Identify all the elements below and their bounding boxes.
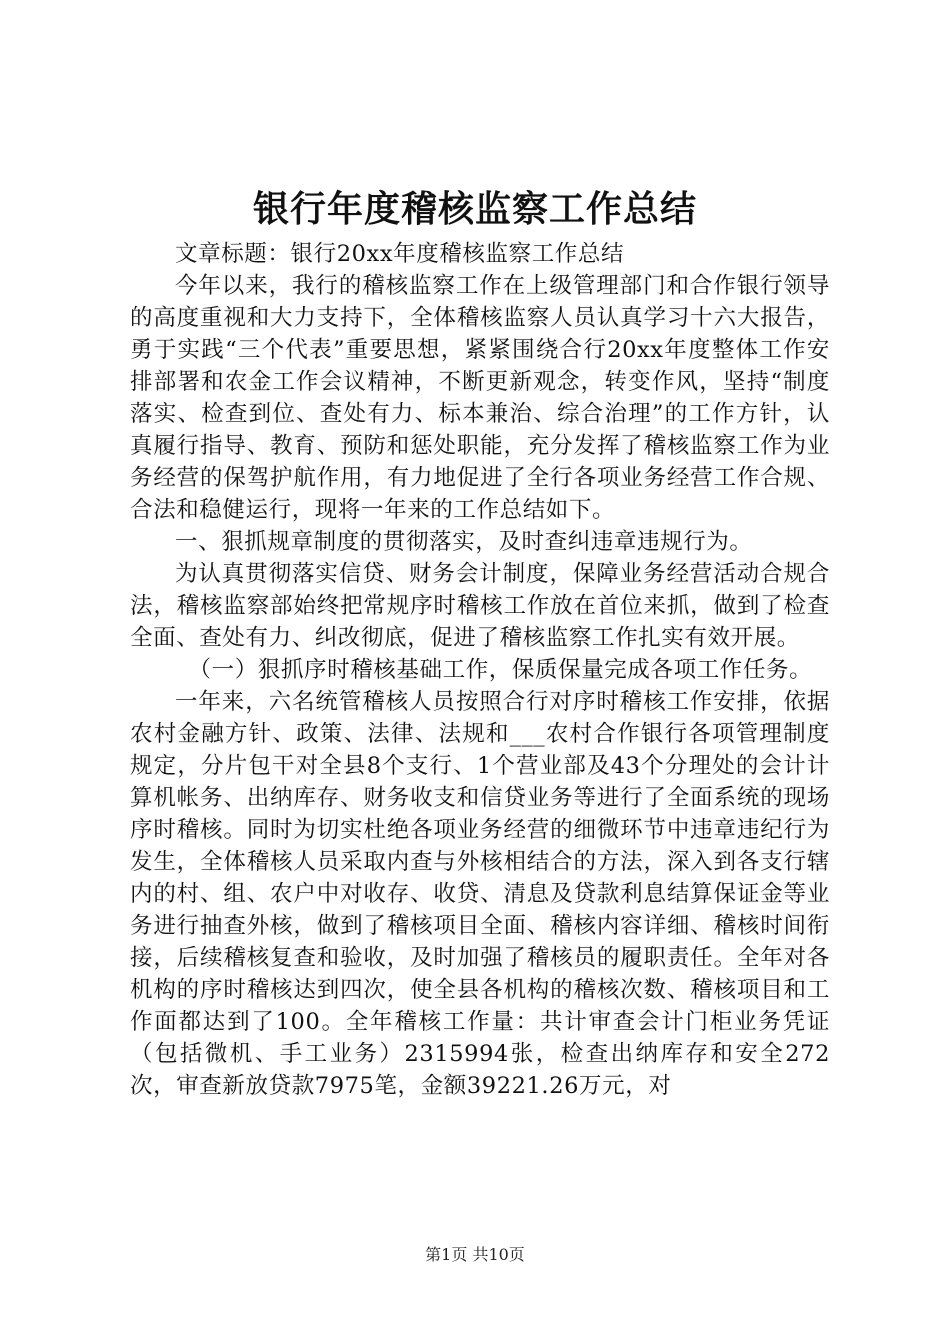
paragraph-article-title: 文章标题：银行20xx年度稽核监察工作总结 (175, 241, 625, 267)
subsection-heading-1: （一）狠抓序时稽核基础工作，保质保量完成各项工作任务。 (188, 657, 813, 683)
paragraph-section-1: 为认真贯彻落实信贷、财务会计制度，保障业务经营活动合规合法，稽核监察部始终把常规序时稽核工作放在首位来抓，做到了检查全面、查处有力、纠改彻底，促进了稽核监察工作扎实有效开展。 (130, 561, 830, 651)
section-heading-1: 一、狠抓规章制度的贯彻落实，及时查纠违章违规行为。 (175, 529, 753, 555)
page-footer: 第1页 共10页 (425, 1245, 525, 1264)
paragraph-intro: 今年以来，我行的稽核监察工作在上级管理部门和合作银行领导的高度重视和大力支持下，全体稽核监察人员认真学习十六大报告，勇于实践“三个代表”重要思想，紧紧围绕合行20xx年度整体工作安排部署和农金工作会议精神，不断更新观念，转变作风，坚持“制度落实、检查到位、查处有力、标本兼治、综合治理”的工作方针，认真履行指导、教育、预防和惩处职能，充分发挥了稽核监察工作为业务经营的保驾护航作用，有力地促进了全行各项业务经营工作合规、合法和稳健运行，现将一年来的工作总结如下。 (130, 273, 830, 523)
paragraph-subsection-1: 一年来，六名统管稽核人员按照合行对序时稽核工作安排，依据农村金融方针、政策、法律、法规和___农村合作银行各项管理制度规定，分片包干对全县8个支行、1个营业部及43个分理处的会计计算机帐务、出纳库存、财务收支和信贷业务等进行了全面系统的现场序时稽核。同时为切实杜绝各项业务经营的细微环节中违章违纪行为发生，全体稽核人员采取内查与外核相结合的方法，深入到各支行辖内的村、组、农户中对收存、收贷、清息及贷款利息结算保证金等业务进行抽查外核，做到了稽核项目全面、稽核内容详细、稽核时间衔接，后续稽核复查和验收，及时加强了稽核员的履职责任。全年对各机构的序时稽核达到四次，使全县各机构的稽核次数、稽核项目和工作面都达到了100。全年稽核工作量：共计审查会计门柜业务凭证（包括微机、手工业务）2315994张，检查出纳库存和安全272次，审查新放贷款7975笔，金额39221.26万元，对 (130, 689, 830, 1099)
document-body (130, 238, 830, 1102)
document-title: 银行年度稽核监察工作总结 (252, 188, 697, 230)
